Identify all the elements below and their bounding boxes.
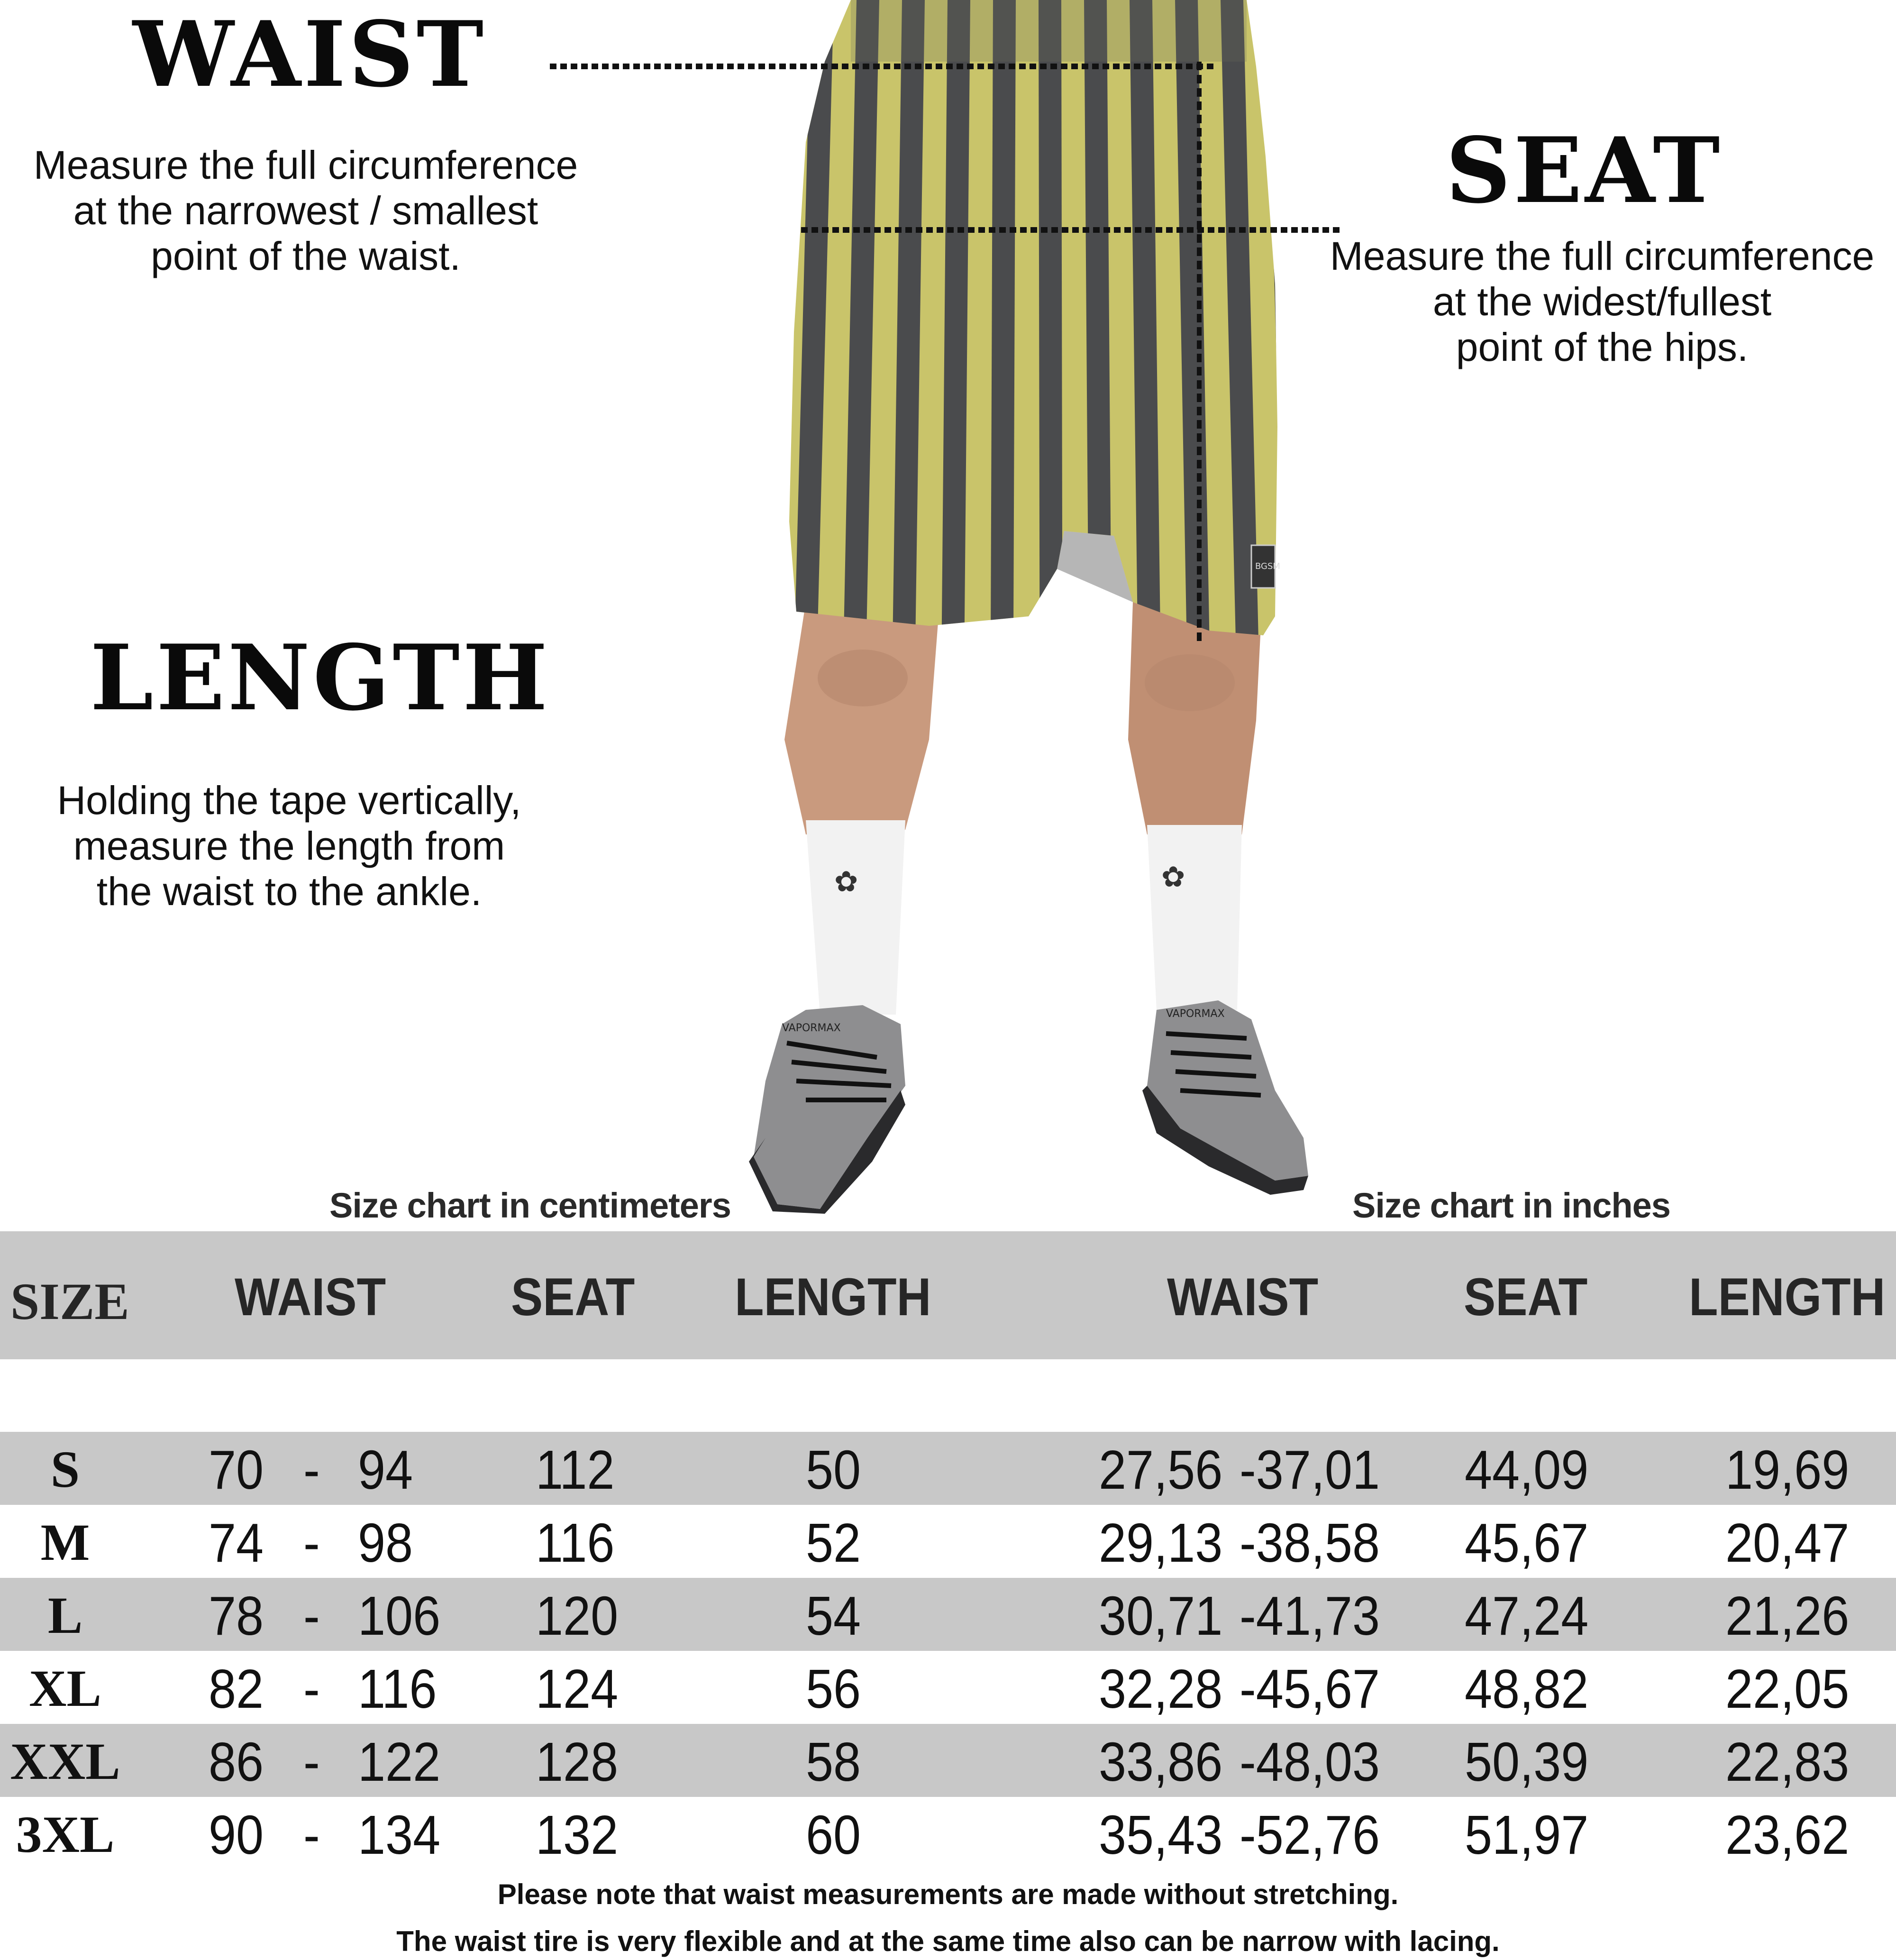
seat-desc-line: point of the hips. — [1456, 325, 1749, 369]
seat-desc-line: at the widest/fullest — [1432, 279, 1772, 324]
table-row — [0, 1797, 1896, 1870]
cell-seat-cm: 124 — [536, 1658, 619, 1720]
shoe-brand-label: VAPORMAX — [782, 1022, 841, 1034]
cell-waist-in-min: 27,56 — [1099, 1439, 1223, 1501]
cell-length-cm: 50 — [806, 1439, 861, 1501]
cell-length-cm: 60 — [806, 1804, 861, 1866]
chart-title-cm: Size chart in centimeters — [329, 1186, 731, 1225]
left-leg — [784, 602, 939, 834]
cell-seat-in: 51,97 — [1465, 1804, 1589, 1866]
header-seat-in: SEAT — [1464, 1267, 1588, 1327]
sock-logo-icon: ✿ — [834, 865, 858, 898]
cell-range-dash: - — [303, 1512, 320, 1574]
cell-waist-cm-min: 86 — [209, 1731, 264, 1793]
cell-waist-cm-max: 116 — [358, 1658, 437, 1720]
header-waist-cm: WAIST — [235, 1267, 386, 1327]
cell-waist-cm-min: 82 — [209, 1658, 264, 1720]
right-leg — [1128, 602, 1261, 834]
table-row — [0, 1578, 1896, 1651]
measure-lines — [0, 0, 1896, 284]
cell-seat-cm: 132 — [536, 1804, 619, 1866]
cell-waist-in-min: 32,28 — [1099, 1658, 1223, 1720]
header-length-in: LENGTH — [1689, 1267, 1886, 1327]
cell-waist-cm-max: 94 — [358, 1439, 413, 1501]
right-shoe — [1147, 1000, 1308, 1181]
cell-range-dash: - — [303, 1731, 320, 1793]
cell-length-in: 19,69 — [1725, 1439, 1850, 1501]
size-label: XXL — [10, 1732, 120, 1790]
size-label: S — [50, 1440, 80, 1498]
cell-waist-cm-max: 122 — [358, 1731, 441, 1793]
chart-title-inches: Size chart in inches — [1352, 1186, 1670, 1225]
cell-seat-in: 45,67 — [1465, 1512, 1589, 1574]
cell-waist-cm-min: 70 — [209, 1439, 264, 1501]
cell-waist-cm-max: 98 — [358, 1512, 413, 1574]
cell-seat-in: 50,39 — [1465, 1731, 1589, 1793]
table-row — [0, 1651, 1896, 1724]
left-sock — [806, 820, 905, 1015]
header-seat-cm: SEAT — [511, 1267, 635, 1327]
header-length-cm: LENGTH — [735, 1267, 931, 1327]
length-description — [9, 778, 569, 914]
cell-length-in: 21,26 — [1725, 1585, 1850, 1647]
cell-length-cm: 56 — [806, 1658, 861, 1720]
note-lacing: The waist tire is very flexible and at the same time also can be narrow with lacing. — [396, 1925, 1500, 1957]
waist-desc-line: point of the waist. — [151, 234, 461, 278]
size-label: L — [47, 1586, 83, 1644]
brand-label-text: BGSM — [1255, 561, 1280, 571]
cell-length-cm: 54 — [806, 1585, 861, 1647]
cell-waist-cm-min: 74 — [209, 1512, 264, 1574]
cell-length-in: 20,47 — [1725, 1512, 1850, 1574]
cell-length-in: 22,83 — [1725, 1731, 1850, 1793]
cell-waist-cm-max: 134 — [358, 1804, 441, 1866]
cell-range-dash: - — [303, 1658, 320, 1720]
cell-seat-cm: 128 — [536, 1731, 619, 1793]
header-waist-in: WAIST — [1167, 1267, 1319, 1327]
cell-waist-in-min: 35,43 — [1099, 1804, 1223, 1866]
size-label: 3XL — [16, 1805, 115, 1863]
cell-waist-in-max: -52,76 — [1240, 1804, 1380, 1866]
cell-length-in: 23,62 — [1725, 1804, 1850, 1866]
cell-seat-in: 48,82 — [1465, 1658, 1589, 1720]
seat-heading: SEAT — [1446, 118, 1723, 223]
header-size: SIZE — [10, 1273, 129, 1330]
waist-desc-line: at the narrowest / smallest — [73, 188, 538, 233]
cell-waist-in-max: -41,73 — [1240, 1585, 1380, 1647]
cell-waist-in-min: 29,13 — [1099, 1512, 1223, 1574]
svg-text:VAPORMAX: VAPORMAX — [1166, 1008, 1225, 1020]
cell-waist-in-max: -38,58 — [1240, 1512, 1380, 1574]
cell-length-cm: 58 — [806, 1731, 861, 1793]
table-row — [0, 1724, 1896, 1797]
length-heading: LENGTH — [90, 625, 551, 731]
cell-range-dash: - — [303, 1804, 320, 1866]
cell-waist-in-max: -37,01 — [1240, 1439, 1380, 1501]
cell-seat-cm: 116 — [536, 1512, 615, 1574]
cell-range-dash: - — [303, 1585, 320, 1647]
size-label: M — [40, 1513, 90, 1571]
table-row — [0, 1505, 1896, 1578]
svg-text:✿: ✿ — [1161, 861, 1185, 894]
length-desc-line: measure the length from — [73, 824, 505, 868]
length-desc-line: Holding the tape vertically, — [57, 778, 521, 823]
cell-length-cm: 52 — [806, 1512, 861, 1574]
table-row — [0, 1432, 1896, 1505]
cell-waist-in-min: 30,71 — [1099, 1585, 1223, 1647]
cell-waist-in-max: -48,03 — [1240, 1731, 1380, 1793]
cell-waist-cm-min: 90 — [209, 1804, 264, 1866]
cell-waist-cm-max: 106 — [358, 1585, 441, 1647]
cell-waist-in-max: -45,67 — [1240, 1658, 1380, 1720]
cell-length-in: 22,05 — [1725, 1658, 1850, 1720]
waist-desc-line: Measure the full circumference — [33, 143, 578, 187]
waist-heading: WAIST — [133, 1, 487, 107]
size-label: XL — [29, 1659, 101, 1717]
cell-range-dash: - — [303, 1439, 320, 1501]
right-sock — [1147, 825, 1242, 1010]
cell-seat-cm: 112 — [536, 1439, 615, 1501]
cell-seat-in: 44,09 — [1465, 1439, 1589, 1501]
cell-waist-in-min: 33,86 — [1099, 1731, 1223, 1793]
note-stretching: Please note that waist measurements are made without stretching. — [497, 1878, 1399, 1910]
seat-desc-line: Measure the full circumference — [1330, 234, 1875, 278]
cell-seat-in: 47,24 — [1465, 1585, 1589, 1647]
cell-seat-cm: 120 — [536, 1585, 619, 1647]
length-desc-line: the waist to the ankle. — [96, 869, 482, 914]
left-shoe — [754, 1005, 905, 1209]
cell-waist-cm-min: 78 — [209, 1585, 264, 1647]
